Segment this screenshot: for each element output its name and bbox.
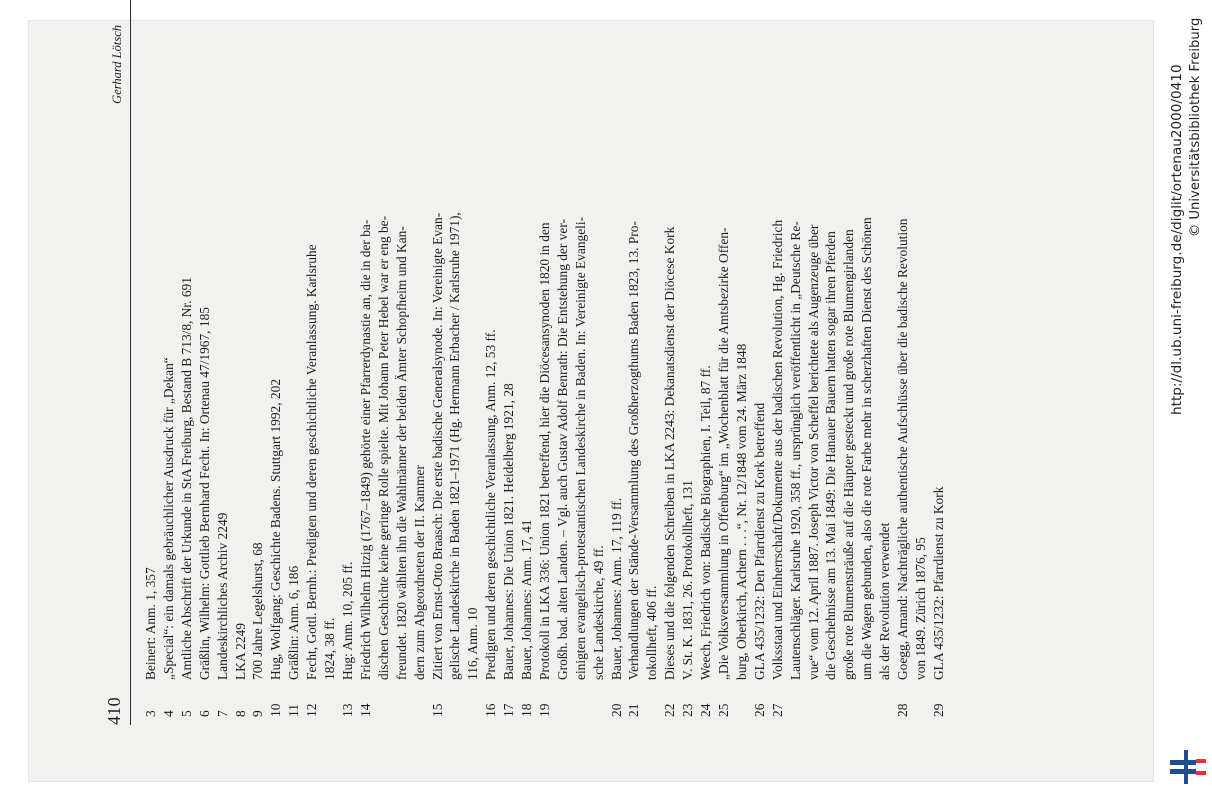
endnote-item: [482, 25, 500, 725]
endnote-text-line: tokollheft, 406 ff.: [644, 585, 660, 680]
endnote-item: [429, 25, 483, 725]
endnote-item: [303, 25, 339, 725]
endnote-text-line: einigten evangelisch-protestantischen Landeskirche in Baden. In: Vereinigte Evangeli-: [572, 216, 588, 680]
endnote-text-line: 700 Jahre Legelshurst, 68: [250, 542, 266, 680]
endnote-number: 28: [895, 703, 911, 717]
rotated-book-page: [100, 0, 1212, 725]
endnote-item: [625, 25, 661, 725]
endnote-text-line: Großh. bad. alten Landen. – Vgl. auch Gustav Adolf Benrath: Die Entstehung der ver-: [554, 219, 570, 680]
endnote-text-line: Protokoll in LKA 336: Union 1821 betreffend, hier die Diöcesansynoden 1820 in den: [536, 222, 552, 680]
endnote-item: [715, 25, 751, 725]
endnote-number: 20: [608, 703, 624, 717]
endnote-text-line: sche Landeskirche, 49 ff.: [590, 545, 606, 680]
endnote-number: 19: [536, 703, 552, 717]
endnote-number: 16: [483, 703, 499, 717]
endnote-text-line: Bauer, Johannes: Anm. 17, 41: [519, 519, 535, 680]
endnote-text-line: Bauer, Johannes: Anm. 17, 119 ff.: [608, 497, 624, 680]
sidebar-text-block: [1158, 0, 1212, 800]
endnote-text-line: Fecht, Gottl. Bernh.: Predigten und deren geschichtliche Veranlassung. Karlsruhe: [304, 244, 320, 680]
endnote-number: 23: [680, 703, 696, 717]
endnote-number: 21: [626, 703, 642, 717]
running-head-author: Gerhard Lötsch: [110, 25, 124, 104]
endnote-number: 3: [143, 710, 158, 717]
endnote-number: 26: [751, 703, 767, 717]
endnote-item: [751, 25, 769, 725]
endnote-number: 12: [304, 703, 320, 717]
endnote-text-line: Predigten und deren geschichtliche Veranlassung, Anm. 12, 53 ff.: [483, 329, 499, 680]
endnote-item: [232, 25, 250, 725]
endnote-text-line: Dieses und die folgenden Schreiben in LKA 2243: Dekanatsdienst der Diöcese Kork: [662, 226, 678, 680]
endnote-number: 24: [698, 703, 714, 717]
endnote-text-line: große rote Blumensträuße auf die Häupter gesteckt und große rote Blumengirlanden: [841, 229, 857, 680]
endnote-item: [930, 25, 948, 725]
endnote-text-line: Hug: Anm. 10, 205 ff.: [339, 561, 355, 680]
endnote-text-line: Zitiert von Ernst-Otto Braasch: Die erste badische Generalsynode. In: Vereinigte Evan-: [429, 212, 445, 680]
endnote-number: 6: [196, 710, 212, 717]
library-sidebar: [1158, 0, 1212, 800]
endnote-item: [357, 25, 429, 725]
endnote-text-line: Weech, Friedrich von: Badische Biographien, I. Teil, 87 ff.: [698, 365, 714, 680]
endnote-text-line: freundet. 1820 wählten ihn die Wahlmänner der beiden Ämter Schopfheim und Kan-: [393, 226, 409, 680]
endnote-item: [894, 25, 930, 725]
endnote-item: [697, 25, 715, 725]
endnote-text-line: GLA 435/1232: Den Pfarrdienst zu Kork betreffend: [751, 402, 767, 680]
endnote-text-line: Verhandlungen der Stände-Versammlung des Großherzogthums Baden 1823, 13. Pro-: [626, 221, 642, 680]
endnote-item: [608, 25, 626, 725]
endnote-text-line: Beinert: Anm. 1, 357: [143, 567, 158, 680]
endnote-text-line: V. St. K. 1831, 26. Protokollheft, 131: [680, 480, 696, 680]
endnote-item: [267, 25, 285, 725]
endnote-text-line: von 1849. Zürich 1876, 95: [912, 537, 928, 680]
endnote-number: 5: [178, 710, 194, 717]
endnote-text-line: Goegg, Amand: Nachträgliche authentische Aufschlüsse über die badische Revolution: [895, 218, 911, 680]
endnote-text-line: Gräßlin, Wilhelm: Gottlieb Bernhard Fecht. In: Ortenau 47/1967, 185: [196, 307, 212, 680]
endnote-item: [178, 25, 196, 725]
endnote-number: 8: [232, 710, 248, 717]
endnote-text-line: Volksstaat und Einherrschaft/Dokumente aus der badischen Revolution, Hg. Friedrich: [769, 219, 785, 680]
endnote-item: [679, 25, 697, 725]
endnote-text-line: GLA 435/1232: Pfarrdienst zu Kork: [930, 486, 946, 680]
endnote-text-line: Bauer, Johannes: Die Union 1821. Heidelberg 1921, 28: [501, 383, 517, 680]
endnote-text-line: Hug, Wolfgang: Geschichte Badens. Stuttgart 1992, 202: [268, 378, 284, 680]
endnote-number: 27: [769, 703, 785, 717]
endnote-number: 29: [930, 703, 946, 717]
endnote-number: 9: [250, 710, 266, 717]
endnote-text-line: dischen Geschichte keine geringe Rolle spielte. Mit Johann Peter Hebel war er eng be-: [375, 215, 391, 680]
page-number: 410: [104, 697, 124, 725]
endnote-text-line: dern zum Abgeordneten der II. Kammer: [411, 465, 427, 680]
endnote-text-line: vue“ vom 12. April 1887. Joseph Victor von Scheffel berichtete als Augenzeuge über: [805, 224, 821, 680]
endnote-number: 22: [662, 703, 678, 717]
endnote-text-line: gelische Landeskirche in Baden 1821–1971 (Hg. Hermann Erbacher / Karlsruhe 1971),: [447, 212, 463, 680]
endnote-text-line: Lautenschläger. Karlsruhe 1920, 358 ff., ursprünglich veröffentlicht in „Deutsche Re-: [787, 221, 803, 680]
endnote-number: 4: [160, 710, 176, 717]
endnote-item: [339, 25, 357, 725]
endnote-item: [249, 25, 267, 725]
endnote-text-line: burg, Oberkirch, Achern . . .“, Nr. 12/1848 vom 24. März 1848: [733, 343, 749, 680]
paper-sheet: [28, 20, 1154, 782]
copyright-notice: © Universitätsbibliothek Freiburg: [1188, 17, 1203, 237]
endnote-text-line: um die Wagen gebunden, also die rote Farbe mehr in scherzhaften Dienst des Schönen: [859, 217, 875, 680]
endnote-text-line: 1824, 38 ff.: [322, 617, 338, 680]
endnote-text-line: als der Revolution verwendet: [877, 522, 893, 680]
source-url-link[interactable]: http://dl.ub.uni-freiburg.de/diglit/ortenau2000/0410: [1169, 64, 1185, 415]
library-logo-icon: [1170, 750, 1210, 784]
endnote-text-line: 116, Anm. 10: [465, 607, 481, 680]
endnote-number: 14: [357, 703, 373, 717]
endnote-text-line: die Geschehnisse am 13. Mai 1849: Die Hanauer Bauern hatten sogar ihren Pferden: [823, 231, 839, 680]
endnote-text-line: Friedrich Wilhelm Hitzig (1767–1849) gehörte einer Pfarrerdynastie an, die in der ba-: [357, 219, 373, 680]
endnote-text-line: Landeskirchliches Archiv 2249: [214, 512, 230, 680]
endnote-text-line: „Die Volksversammlung in Offenburg“ im „Wochenblatt für die Amtsbezirke Offen-: [716, 227, 731, 680]
endnote-text-line: Gräßlin: Anm. 6, 186: [286, 565, 302, 680]
endnote-item: [142, 25, 160, 725]
endnote-number: 7: [214, 710, 230, 717]
endnote-item: [769, 25, 894, 725]
endnote-item: [214, 25, 232, 725]
endnote-number: 25: [716, 703, 731, 717]
endnote-number: 17: [501, 703, 517, 717]
endnote-item: [518, 25, 536, 725]
header-rule: [130, 0, 131, 725]
endnote-item: [500, 25, 518, 725]
endnote-item: [661, 25, 679, 725]
endnote-item: [160, 25, 178, 725]
endnotes-list: [142, 25, 948, 725]
endnote-item: [536, 25, 608, 725]
endnote-number: 13: [339, 703, 355, 717]
endnote-text-line: LKA 2249: [232, 623, 248, 680]
endnote-number: 15: [429, 703, 445, 717]
endnote-number: 11: [286, 704, 302, 717]
endnote-number: 10: [268, 703, 284, 717]
endnote-number: 18: [519, 703, 535, 717]
endnote-item: [285, 25, 303, 725]
endnote-item: [196, 25, 214, 725]
endnote-text-line: „Special“: ein damals gebräuchlicher Ausdruck für „Dekan“: [160, 357, 176, 680]
endnote-text-line: Amtliche Abschrift der Urkunde in StA Freiburg, Bestand B 713/8, Nr. 691: [178, 277, 194, 680]
